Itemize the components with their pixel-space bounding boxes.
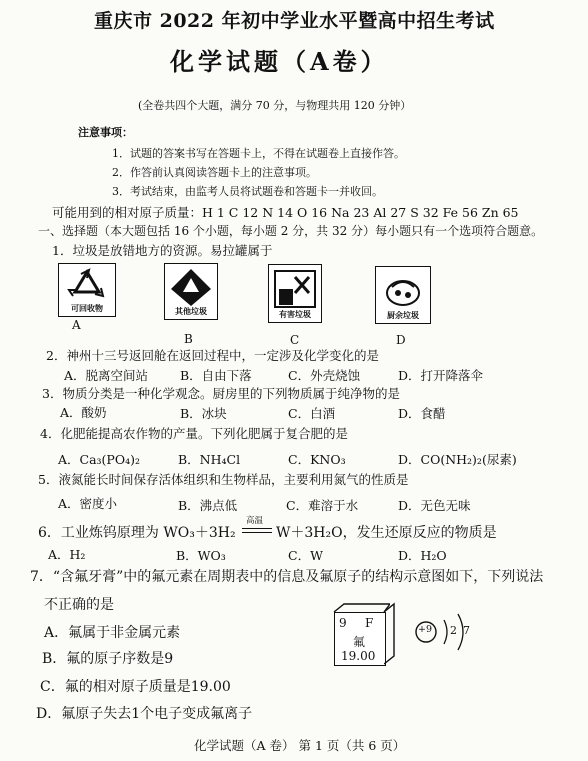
page-footer: 化学试题（A 卷） 第 1 页（共 6 页） bbox=[194, 738, 406, 753]
answer-option: C．难溶于水 bbox=[286, 498, 359, 513]
exam-header-title: 重庆市 2022 年初中学业水平暨高中招生考试 bbox=[94, 10, 495, 32]
answer-option: A．脱离空间站 bbox=[64, 368, 149, 383]
answer-option: A．密度小 bbox=[58, 496, 118, 511]
question-stem: 6．工业炼钨原理为 WO₃＋3H₂ bbox=[38, 525, 236, 541]
answer-option: D．H₂O bbox=[398, 548, 447, 563]
element-symbol: F bbox=[365, 616, 374, 630]
cell-top-face bbox=[330, 602, 390, 614]
answer-option: C．白酒 bbox=[288, 406, 336, 421]
bin-caption: 有害垃圾 bbox=[279, 309, 311, 319]
option-letter: C bbox=[290, 333, 300, 347]
question-stem: 2．神州十三号返回舱在返回过程中，一定涉及化学变化的是 bbox=[46, 348, 379, 363]
reaction-condition: 高温 bbox=[246, 516, 264, 526]
atomic-number: 9 bbox=[339, 616, 347, 630]
question-stem: 不正确的是 bbox=[44, 597, 114, 613]
option-letter: A bbox=[72, 318, 81, 332]
scope-note: (全卷共四个大题，满分 70 分，与物理共用 120 分钟） bbox=[138, 99, 412, 112]
periodic-table-cell bbox=[334, 612, 386, 666]
element-name: 氟 bbox=[353, 635, 366, 649]
note-item: 1．试题的答案书写在答题卡上，不得在试题卷上直接作答。 bbox=[112, 147, 405, 160]
answer-option: D．无色无味 bbox=[398, 498, 471, 513]
question-stem: 7．“含氟牙膏”中的氟元素在周期表中的信息及氟原子的结构示意图如下，下列说法 bbox=[30, 569, 544, 585]
question-stem: W＋3H₂O，发生还原反应的物质是 bbox=[276, 525, 497, 541]
bin-caption: 可回收物 bbox=[71, 303, 103, 313]
bin-caption: 厨余垃圾 bbox=[387, 310, 419, 320]
other-waste-bin-icon bbox=[164, 263, 218, 320]
answer-option: B．WO₃ bbox=[176, 548, 226, 563]
exam-title: 化学试题（A卷） bbox=[170, 47, 389, 76]
option-letter: D bbox=[396, 333, 406, 347]
nucleus-charge: +9 bbox=[418, 624, 433, 635]
food-waste-bin-icon bbox=[375, 266, 431, 324]
question-stem: 5．液氮能长时间保存活体组织和生物样品，主要利用氮气的性质是 bbox=[38, 472, 409, 487]
answer-option: B．自由下落 bbox=[180, 368, 252, 383]
reaction-equals-sign bbox=[242, 528, 272, 533]
section-heading: 一、选择题（本大题包括 16 个小题，每小题 2 分，共 32 分）每小题只有一个选项符合题意。 bbox=[38, 224, 544, 238]
answer-option: D．打开降落伞 bbox=[398, 368, 484, 383]
answer-option: C．氟的相对原子质量是19.00 bbox=[40, 679, 231, 695]
question-stem: 3．物质分类是一种化学观念。厨房里的下列物质属于纯净物的是 bbox=[42, 386, 400, 401]
answer-option: A．H₂ bbox=[48, 547, 86, 562]
question-stem: 4．化肥能提高农作物的产量。下列化肥属于复合肥的是 bbox=[40, 426, 348, 441]
answer-option: D．CO(NH₂)₂(尿素) bbox=[398, 452, 517, 467]
bin-caption: 其他垃圾 bbox=[175, 306, 207, 316]
answer-option: C．外壳烧蚀 bbox=[288, 368, 361, 383]
answer-option: C．KNO₃ bbox=[288, 452, 346, 467]
answer-option: B．NH₄Cl bbox=[178, 452, 241, 467]
hazardous-bin-icon bbox=[268, 264, 322, 323]
answer-option: D．氟原子失去1个电子变成氟离子 bbox=[36, 706, 253, 722]
shell-electrons: 7 bbox=[463, 624, 470, 637]
notes-heading: 注意事项： bbox=[78, 126, 133, 139]
shell-electrons: 2 bbox=[450, 624, 457, 637]
note-item: 2．作答前认真阅读答题卡上的注意事项。 bbox=[112, 166, 317, 179]
option-letter: B bbox=[184, 332, 193, 346]
answer-option: B．冰块 bbox=[180, 406, 227, 421]
recyclable-bin-icon bbox=[58, 263, 116, 317]
cell-side-face bbox=[384, 602, 396, 666]
atomic-masses: 可能用到的相对原子质量：H 1 C 12 N 14 O 16 Na 23 Al 27 S 32 Fe 56 Zn 65 bbox=[52, 205, 519, 220]
answer-option: A．酸奶 bbox=[60, 405, 107, 420]
answer-option: B．沸点低 bbox=[178, 498, 238, 513]
question-stem: 1．垃圾是放错地方的资源。易拉罐属于 bbox=[52, 243, 273, 258]
note-item: 3．考试结束，由监考人员将试题卷和答题卡一并收回。 bbox=[112, 185, 383, 198]
atomic-mass: 19.00 bbox=[341, 649, 376, 663]
answer-option: A．氟属于非金属元素 bbox=[44, 625, 181, 641]
answer-option: A．Ca₃(PO₄)₂ bbox=[58, 452, 140, 467]
answer-option: C．W bbox=[288, 548, 323, 563]
answer-option: B．氟的原子序数是9 bbox=[42, 651, 174, 667]
answer-option: D．食醋 bbox=[398, 406, 446, 421]
